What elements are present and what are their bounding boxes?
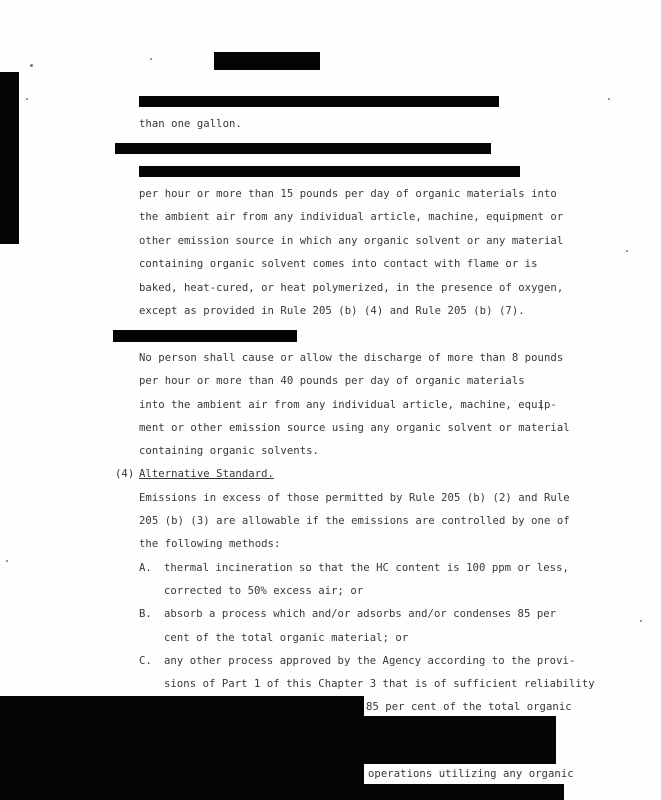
text-line: per hour or more than 40 pounds per day of organic materials	[139, 375, 525, 387]
section-number: (4)	[115, 468, 135, 480]
list-marker: B.	[139, 608, 152, 620]
redaction-bar	[115, 143, 491, 154]
text-line: Emissions in excess of those permitted by Rule 205 (b) (2) and Rule	[139, 492, 570, 504]
text-line: the following methods:	[139, 538, 281, 550]
text-line: baked, heat-cured, or heat polymerized, in the presence of oxygen,	[139, 282, 564, 294]
scan-speck	[26, 98, 28, 100]
redaction-bar	[214, 52, 320, 70]
text-line: operations utilizing any organic	[368, 768, 574, 780]
redaction-bar	[113, 330, 297, 342]
text-line: than one gallon.	[139, 118, 242, 130]
scan-speck	[6, 560, 8, 562]
text-line: No person shall cause or allow the discharge of more than 8 pounds	[139, 352, 564, 364]
list-item-text: sions of Part 1 of this Chapter 3 that is of sufficient reliability	[164, 678, 595, 690]
text-line: except as provided in Rule 205 (b) (4) and Rule 205 (b) (7).	[139, 305, 525, 317]
list-item-text: corrected to 50% excess air; or	[164, 585, 364, 597]
list-item-text: any other process approved by the Agency according to the provi-	[164, 655, 576, 667]
text-line: 205 (b) (3) are allowable if the emissions are controlled by one of	[139, 515, 570, 527]
scan-speck	[30, 64, 33, 67]
list-item-text: thermal incineration so that the HC content is 100 ppm or less,	[164, 562, 569, 574]
redaction-bar	[139, 166, 520, 177]
list-item-text: cent of the total organic material; or	[164, 632, 409, 644]
redaction-bar	[139, 96, 499, 107]
scan-speck	[150, 58, 152, 60]
scan-speck	[608, 98, 610, 100]
left-margin-scan-bar	[0, 72, 19, 244]
text-line: into the ambient air from any individual article, machine, equip-	[139, 399, 557, 411]
text-line: the ambient air from any individual article, machine, equipment or	[139, 211, 564, 223]
text-line: ment or other emission source using any organic solvent or material	[139, 422, 570, 434]
text-line: other emission source in which any organic solvent or any material	[139, 235, 564, 247]
text-line: containing organic solvent comes into contact with flame or is	[139, 258, 538, 270]
scan-speck	[626, 250, 628, 252]
list-marker: C.	[139, 655, 152, 667]
list-item-text: 85 per cent of the total organic	[366, 701, 572, 713]
text-line: per hour or more than 15 pounds per day of organic materials into	[139, 188, 557, 200]
list-item-text: absorb a process which and/or adsorbs and/or condenses 85 per	[164, 608, 557, 620]
text-line: containing organic solvents.	[139, 445, 319, 457]
redaction-block-bottom	[364, 784, 564, 800]
section-heading: Alternative Standard.	[139, 468, 274, 480]
redaction-block-bottom	[364, 716, 556, 764]
redaction-block-bottom	[0, 696, 364, 800]
scan-speck	[640, 620, 642, 622]
list-marker: A.	[139, 562, 152, 574]
